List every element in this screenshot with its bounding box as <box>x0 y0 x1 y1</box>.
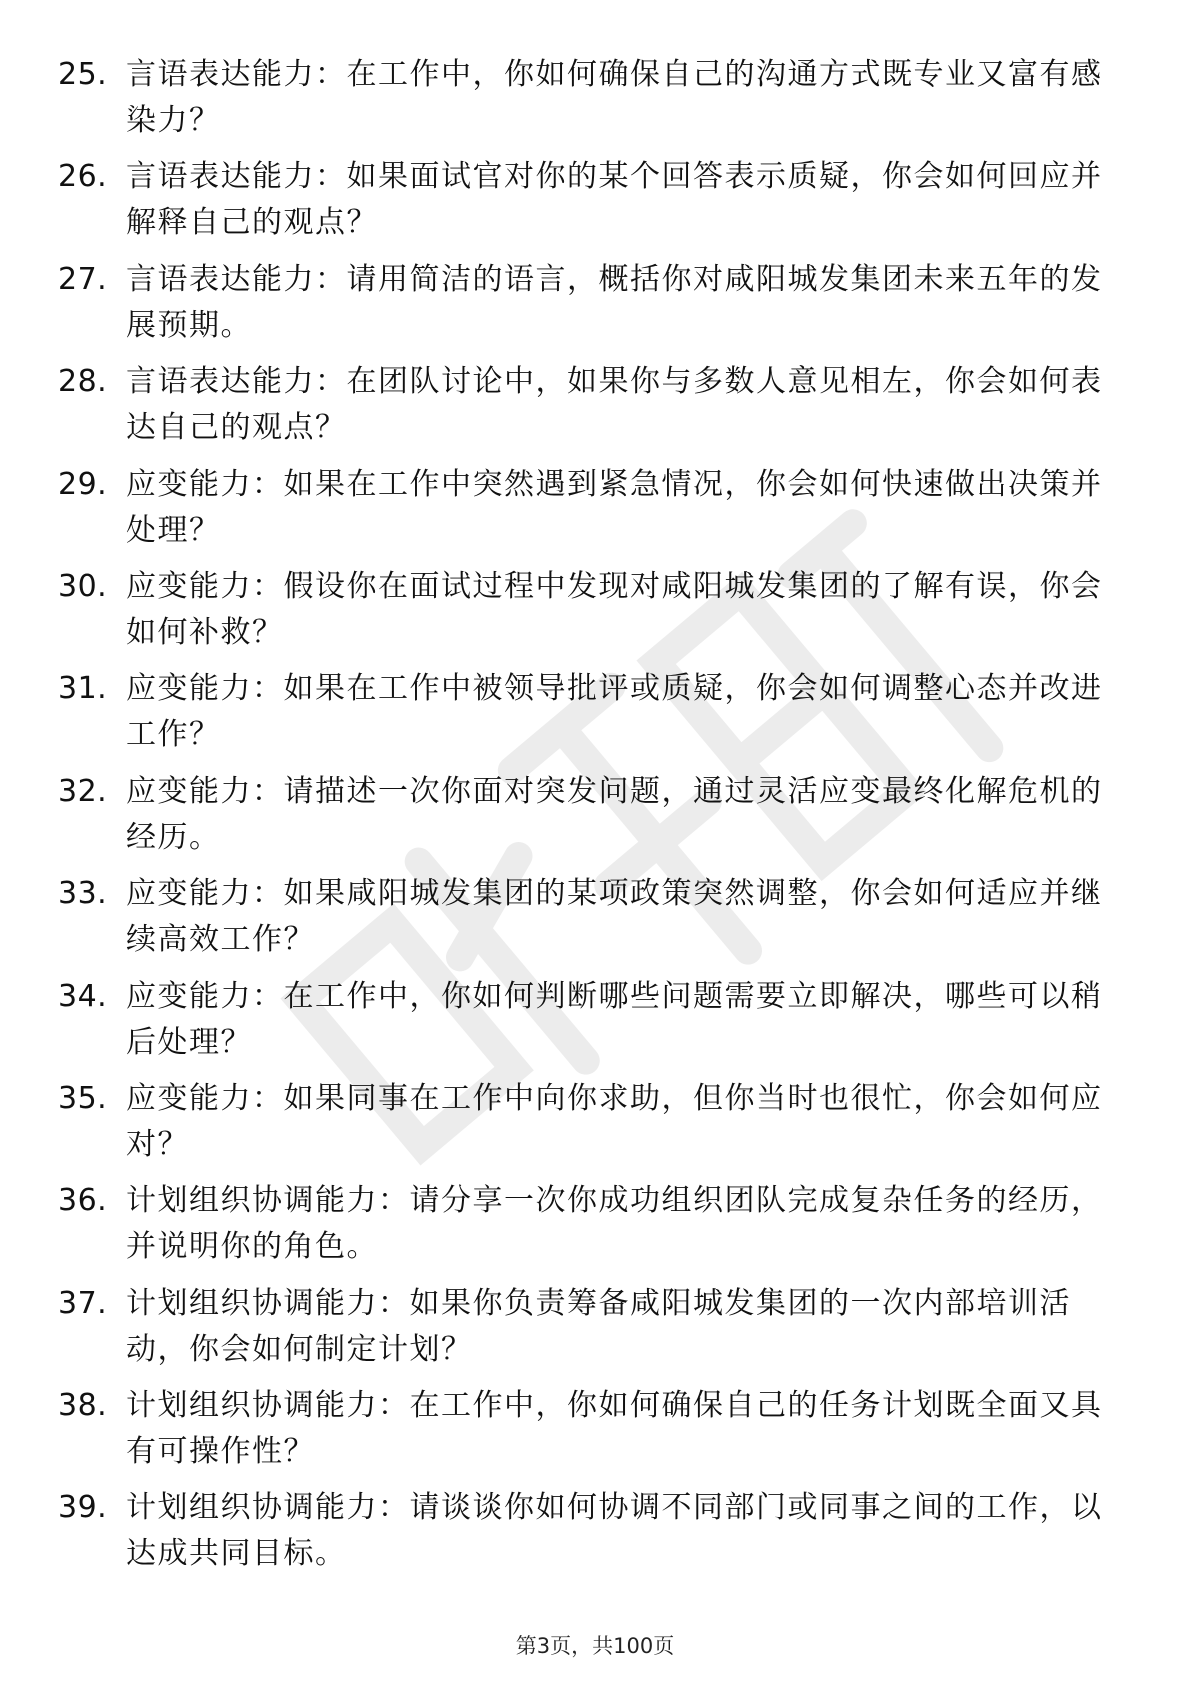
list-item <box>58 52 1138 154</box>
question-list <box>58 52 1138 1588</box>
question-number: 26. <box>58 159 108 195</box>
question-text: 应变能力：如果在工作中被领导批评或质疑，你会如何调整心态并改进工作？ <box>126 671 1103 753</box>
question-number: 37. <box>58 1285 108 1321</box>
question-text: 应变能力：在工作中，你如何判断哪些问题需要立即解决，哪些可以稍后处理？ <box>126 978 1103 1060</box>
question-text: 言语表达能力：请用简洁的语言，概括你对咸阳城发集团未来五年的发展预期。 <box>126 261 1103 343</box>
question-text: 言语表达能力：在工作中，你如何确保自己的沟通方式既专业又富有感染力？ <box>126 57 1103 138</box>
list-item <box>58 154 1138 256</box>
question-text: 应变能力：如果同事在工作中向你求助，但你当时也很忙，你会如何应对？ <box>126 1080 1103 1162</box>
question-text: 应变能力：请描述一次你面对突发问题，通过灵活应变最终化解危机的经历。 <box>126 773 1103 855</box>
question-number: 25. <box>58 57 108 92</box>
question-text: 言语表达能力：在团队讨论中，如果你与多数人意见相左，你会如何表达自己的观点？ <box>126 364 1103 446</box>
question-number: 39. <box>58 1490 108 1526</box>
list-item <box>58 1485 1138 1587</box>
list-item <box>58 257 1138 359</box>
question-text: 言语表达能力：如果面试官对你的某个回答表示质疑，你会如何回应并解释自己的观点？ <box>126 159 1103 241</box>
question-number: 36. <box>58 1183 108 1219</box>
list-item <box>58 1383 1138 1485</box>
list-item <box>58 871 1138 973</box>
question-text: 计划组织协调能力：请谈谈你如何协调不同部门或同事之间的工作，以达成共同目标。 <box>126 1490 1103 1572</box>
question-number: 29. <box>58 466 108 502</box>
question-number: 33. <box>58 876 108 912</box>
question-text: 应变能力：如果在工作中突然遇到紧急情况，你会如何快速做出决策并处理？ <box>126 466 1103 548</box>
question-text: 计划组织协调能力：在工作中，你如何确保自己的任务计划既全面又具有可操作性？ <box>126 1388 1103 1470</box>
list-item <box>58 1076 1138 1178</box>
list-item <box>58 359 1138 461</box>
question-number: 32. <box>58 773 108 809</box>
question-text: 应变能力：如果咸阳城发集团的某项政策突然调整，你会如何适应并继续高效工作？ <box>126 876 1103 958</box>
page-number-label: 第3页，共100页 <box>515 1634 675 1658</box>
list-item <box>58 1178 1138 1280</box>
question-number: 27. <box>58 261 108 297</box>
list-item <box>58 769 1138 871</box>
question-text: 计划组织协调能力：请分享一次你成功组织团队完成复杂任务的经历，并说明你的角色。 <box>126 1183 1103 1265</box>
question-number: 34. <box>58 978 108 1014</box>
question-number: 31. <box>58 671 108 707</box>
question-text: 应变能力：假设你在面试过程中发现对咸阳城发集团的了解有误，你会如何补救？ <box>126 568 1103 650</box>
question-number: 38. <box>58 1388 108 1424</box>
question-number: 28. <box>58 364 108 400</box>
question-number: 35. <box>58 1080 108 1116</box>
list-item <box>58 462 1138 564</box>
list-item <box>58 974 1138 1076</box>
list-item <box>58 666 1138 768</box>
list-item <box>58 1281 1138 1383</box>
question-number: 30. <box>58 568 108 604</box>
page-footer <box>0 1630 1190 1660</box>
list-item <box>58 564 1138 666</box>
question-text: 计划组织协调能力：如果你负责筹备咸阳城发集团的一次内部培训活动，你会如何制定计划？ <box>126 1285 1071 1367</box>
